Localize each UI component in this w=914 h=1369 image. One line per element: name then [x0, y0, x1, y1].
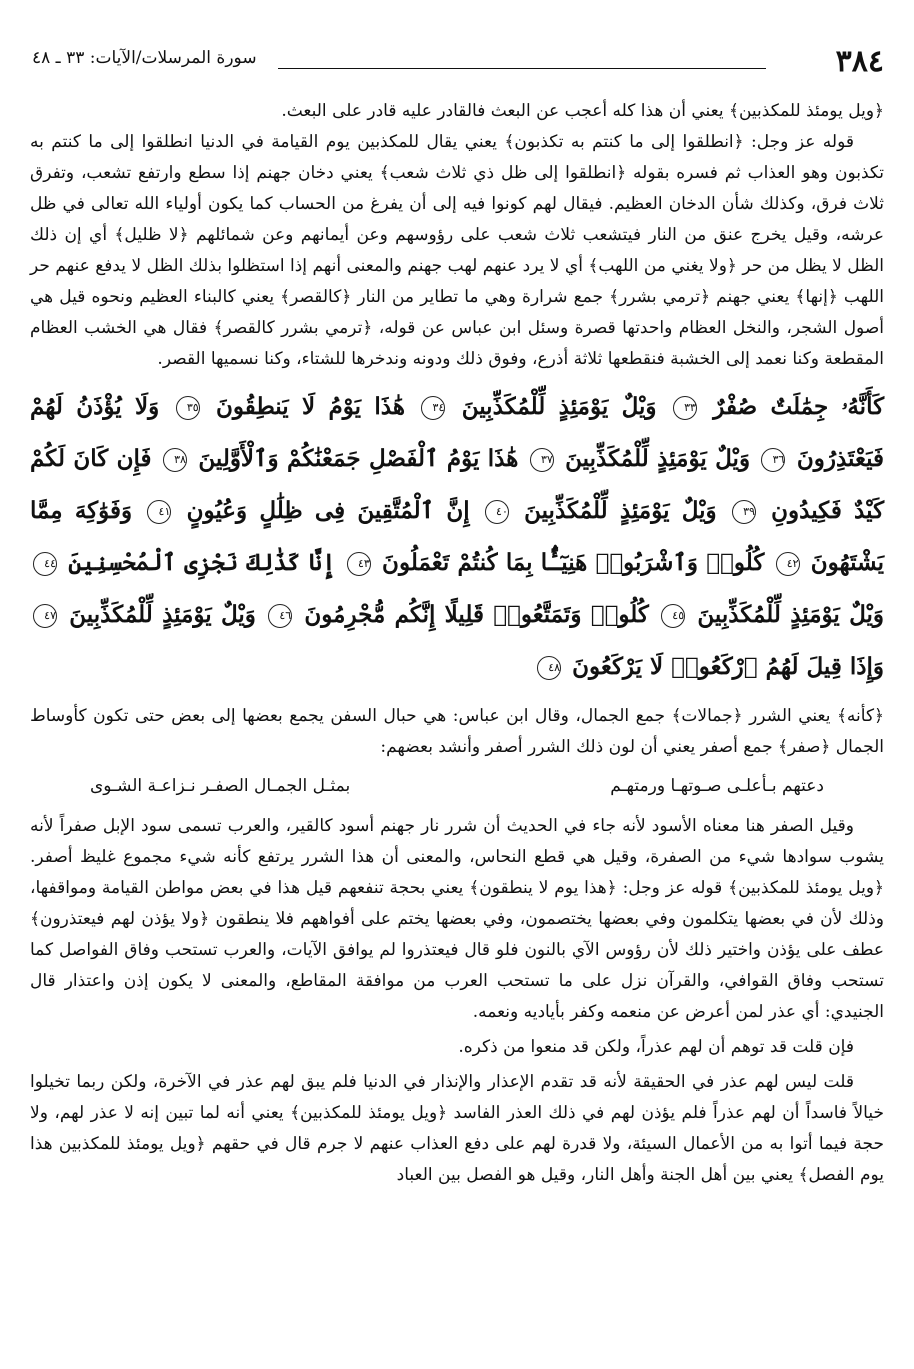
poem-first-hemistich: دعتهم بـأعلـى صـوتهـا ورمتهـم: [610, 776, 824, 796]
paragraph-1: ﴿ويل يومئذ للمكذبين﴾ يعني أن هذا كله أعجب عن البعث فالقادر عليه قادر على البعث.: [281, 101, 884, 121]
quran-verse-text: إِنَّا كَذَٰلِكَ نَجْزِى ٱلْمُحْسِنِينَ: [60, 549, 336, 576]
verse-number-marker: ٤٣: [347, 552, 371, 576]
page-number: ٣٨٤: [835, 44, 884, 79]
header-rule: [278, 68, 766, 69]
quran-verse-text: وَإِذَا قِيلَ لَهُمُ ٱرْكَعُوا۟ لَا يَرْكَعُونَ: [564, 653, 884, 680]
paragraph-3: وقيل الصفر هنا معناه الأسود لأنه جاء في الحديث أن شرر نار جهنم أسود كالقير، والعرب تسمى سود الإبل صفراً لأنه يشوب سوادها شيء من الصفرة، وقيل هي قطع النحاس، والمعنى أن هذا الشرر يرتفع كأنه شيء مجموع غليظ أصفر. ﴿ويل يومئذ للمكذبين﴾ قوله عز وجل: ﴿هذا يوم لا ينطقون﴾ يعني بحجة تنفعهم قيل هذا في بعض مواطن القيامة ومواقفها، وذلك لأن في بعضها يتكلمون وفي بعضها يختصمون، وفي بعضها يختم على أفواههم فلا ينطقون ﴿ولا يؤذن لهم فيعتذرون﴾ عطف على يؤذن واختير ذلك لأن رؤوس الآي بالنون فلو قال فيعتذروا لم يوافق الآيات، والعرب تستحب وفاق الفواصل كما تستحب وفاق القوافي، والقرآن نزل على ما تستحب العرب من موافقة المقاطع، والمعنى لا يكون إذن واعتذار قال الجنيدي: أي عذر لمن أعرض عن منعمه وكفر بأياديه ونعمه.: [30, 816, 884, 1022]
verse-number-marker: ٤٥: [661, 604, 685, 628]
quran-verse-text: هَٰذَا يَوْمُ لَا يَنطِقُونَ: [202, 393, 405, 420]
quran-verse-text: وَيْلٌ يَوْمَئِذٍ لِّلْمُكَذِّبِينَ: [688, 601, 884, 628]
verse-number-marker: ٣٣: [673, 396, 697, 420]
quran-verse-text: وَيْلٌ يَوْمَئِذٍ لِّلْمُكَذِّبِينَ: [448, 393, 657, 420]
quran-verse-text: هَٰذَا يَوْمُ ٱلْفَصْلِ جَمَعْنَٰكُمْ وَٱلْأَوَّلِينَ: [189, 445, 519, 472]
paragraph-4: فإن قلت قد توهم أن لهم عذراً، ولكن قد منعوا من ذكره.: [458, 1037, 854, 1057]
quran-verse-text: إِنَّ ٱلْمُتَّقِينَ فِى ظِلَٰلٍ وَعُيُونٍ: [174, 497, 470, 524]
verse-number-marker: ٤٨: [537, 656, 561, 680]
verse-number-marker: ٤١: [147, 500, 171, 524]
quran-verse-text: وَيْلٌ يَوْمَئِذٍ لِّلْمُكَذِّبِينَ: [60, 601, 256, 628]
quran-verses: [30, 381, 884, 693]
quran-verse-text: كُلُوا۟ وَتَمَتَّعُوا۟ قَلِيلًا إِنَّكُم مُّجْرِمُونَ: [295, 601, 649, 628]
verse-number-marker: ٤٧: [33, 604, 57, 628]
verse-number-marker: ٤٤: [33, 552, 57, 576]
verse-number-marker: ٣٦: [761, 448, 785, 472]
paragraph-after-quran: ﴿كأنه﴾ يعني الشرر ﴿جمالات﴾ جمع الجمال، وقال ابن عباس: هي حبال السفن يجمع بعضها إلى بعض حتى تكون كأوساط الجمال ﴿صفر﴾ جمع أصفر يعني أن لون ذلك الشرر أصفر وأنشد بعضهم:: [30, 706, 884, 757]
quran-verse-text: وَفَوَٰكِهَ مِمَّا يَشْتَهُونَ: [30, 497, 885, 576]
verse-number-marker: ٣٥: [176, 396, 200, 420]
quran-verse-text: كُلُوا۟ وَٱشْرَبُوا۟ هَنِيٓـًٔۢا بِمَا كُنتُمْ تَعْمَلُونَ: [373, 549, 765, 576]
quran-verse-text: فَإِن كَانَ لَكُمْ كَيْدٌ فَكِيدُونِ: [30, 445, 885, 524]
page-body: [30, 96, 884, 1191]
verse-number-marker: ٣٩: [732, 500, 756, 524]
quran-verse-text: كَأَنَّهُۥ جِمَٰلَتٌ صُفْرٌ: [699, 393, 885, 420]
paragraph-5: قلت ليس لهم عذر في الحقيقة لأنه قد تقدم الإعذار والإنذار في الدنيا فلم يبق لهم عذر في الآخرة، ولكن ربما تخيلوا خيالاً فاسداً أن لهم عذراً فلم يؤذن لهم في ذلك العذر الفاسد ﴿ويل يومئذ للمكذبين﴾ يعني أنه لما تبين إنه لا عذر لهم، ولا حجة فيما أتوا به من الأعمال السيئة، ولا قدرة لهم على دفع العذاب عنهم لا جرم قال في حقهم ﴿ويل يومئذ للمكذبين هذا يوم الفصل﴾ يعني بين أهل الجنة وأهل النار، وقيل هو الفصل بين العباد: [30, 1072, 884, 1185]
paragraph-2: قوله عز وجل: ﴿انطلقوا إلى ما كنتم به تكذبون﴾ يعني يقال للمكذبين يوم القيامة في الدنيا انطلقوا إلى ما كنتم به تكذبون وهو العذاب ثم فسره بقوله ﴿انطلقوا إلى ظل ذي ثلاث شعب﴾ يعني دخان جهنم إذا سطع وارتفع تشعب، وتفرق ثلاث فرق، وكذلك شأن الدخان العظيم. فيقال لهم كونوا فيه إلى أن يفرغ من الحساب كما يكون أولياء الله تعالى في ظل عرشه، وقيل يخرج عنق من النار فيتشعب ثلاث شعب على رؤوسهم وعن أيمانهم وعن شمائلهم ﴿لا ظليل﴾ أي إن ذلك الظل لا يظل من حر ﴿ولا يغني من اللهب﴾ أي لا يرد عنهم لهب جهنم والمعنى أنهم إذا استظلوا بذلك الظل لا يدفع عنهم حر اللهب ﴿إنها﴾ يعني جهنم ﴿ترمي بشرر﴾ جمع شرارة وهي ما تطاير من النار ﴿كالقصر﴾ يعني كالبناء العظيم ونحوه قيل هي أصول الشجر، والنخل العظام واحدتها قصرة وسئل ابن عباس عن قوله، ﴿ترمي بشرر كالقصر﴾ فقال هي الخشب العظام المقطعة وكنا نعمد إلى الخشبة فنقطعها ثلاثة أذرع، وفوق ذلك ودونه وندخرها للشتاء، وكنا نسميها القصر.: [30, 132, 884, 369]
poem-line: [90, 769, 824, 803]
quran-verse-text: وَلَا يُؤْذَنُ لَهُمْ فَيَعْتَذِرُونَ: [30, 393, 885, 472]
verse-number-marker: ٣٤: [421, 396, 445, 420]
quran-verse-text: وَيْلٌ يَوْمَئِذٍ لِّلْمُكَذِّبِينَ: [556, 445, 751, 472]
verse-number-marker: ٤٢: [776, 552, 800, 576]
verse-number-marker: ٤٦: [268, 604, 292, 628]
poem-second-hemistich: بمثـل الجمـال الصفـر نـزاعـة الشـوى: [90, 776, 351, 796]
page-header: [28, 44, 886, 84]
verse-number-marker: ٣٧: [530, 448, 554, 472]
surah-title: سورة المرسلات/الآيات: ٣٣ ـ ٤٨: [32, 48, 257, 68]
quran-verse-text: وَيْلٌ يَوْمَئِذٍ لِّلْمُكَذِّبِينَ: [511, 497, 717, 524]
verse-number-marker: ٣٨: [163, 448, 187, 472]
verse-number-marker: ٤٠: [485, 500, 509, 524]
